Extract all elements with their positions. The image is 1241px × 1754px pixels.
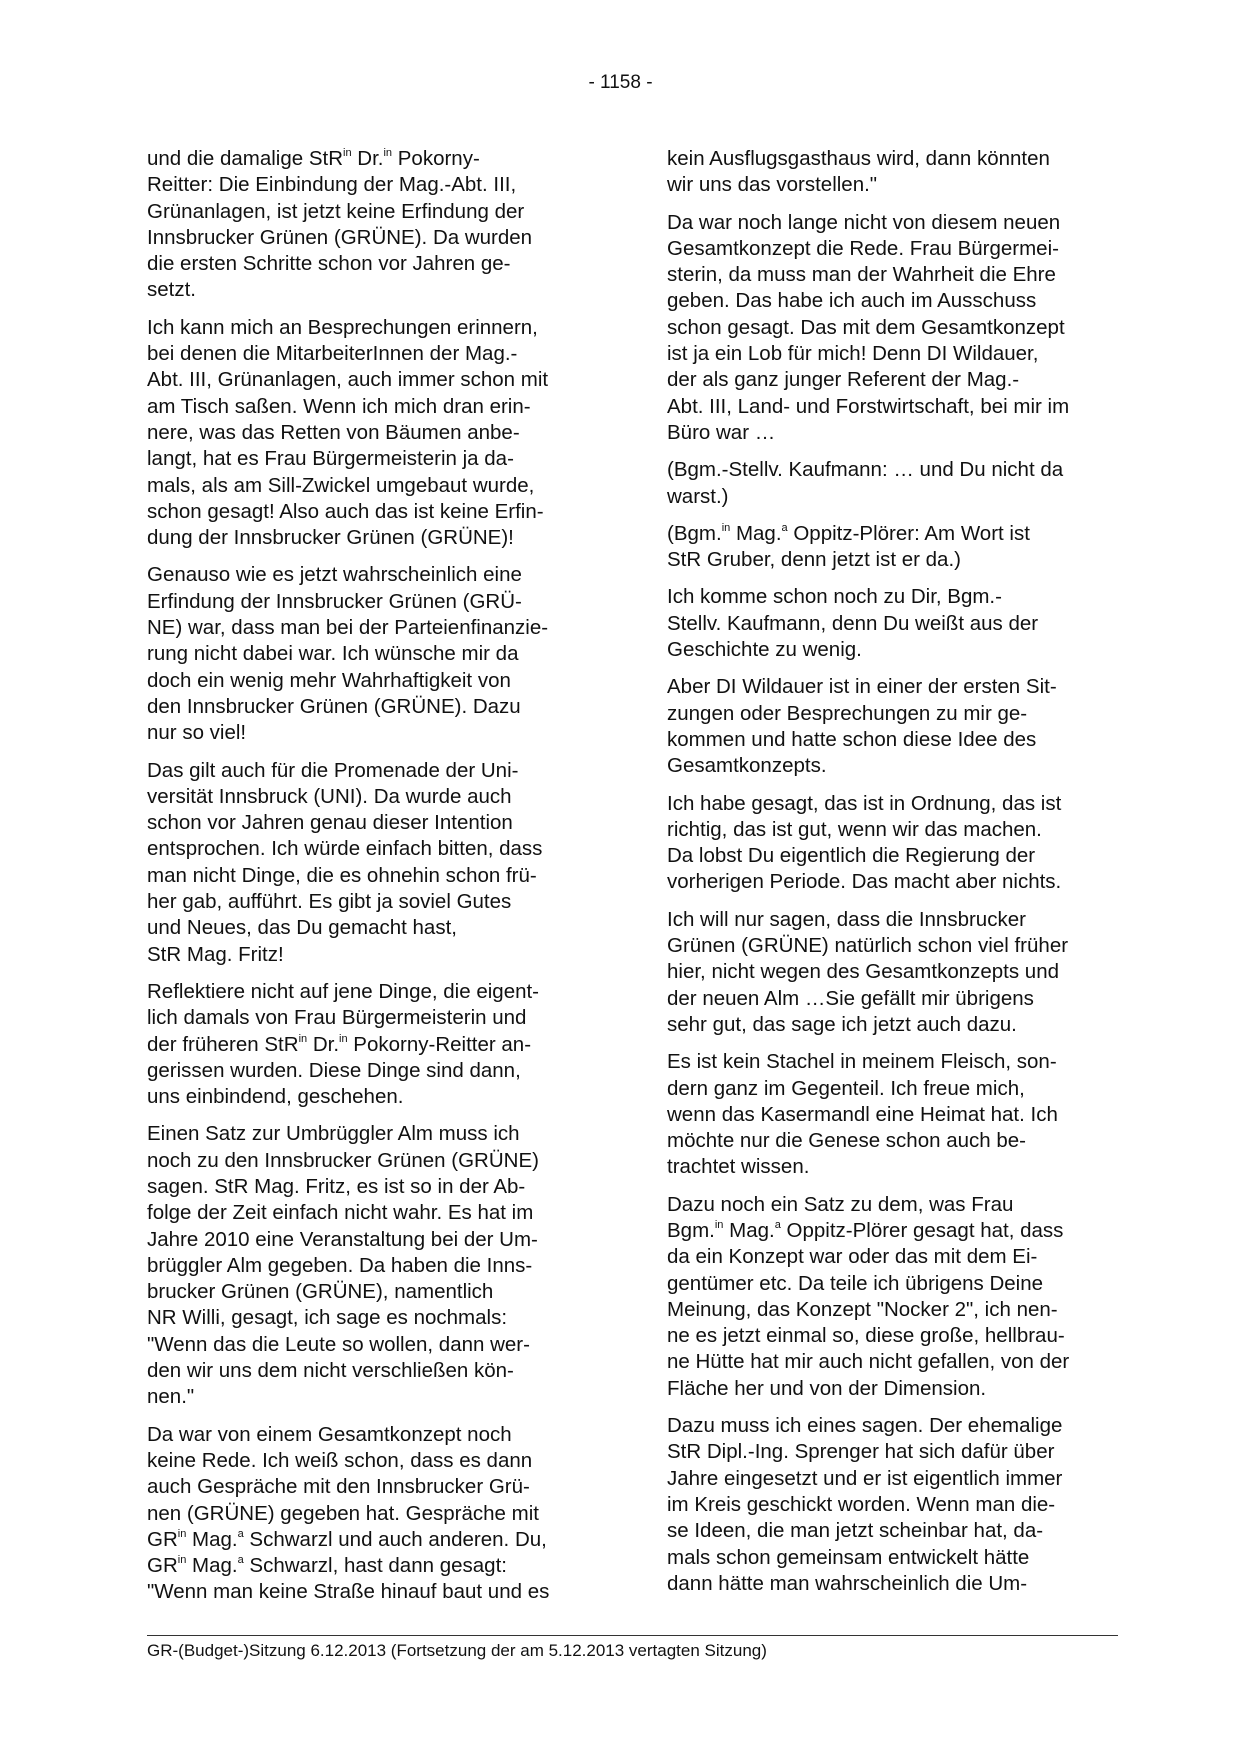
text-span: Oppitz-Plörer gesagt hat, dass da ein Konzept war oder das mit dem Ei- gentümer etc. Da teile ich übrigens Deine Meinung, das Konzept "Nocker 2", ich nen- ne es jetzt einmal so, diese große, hellbrau- ne Hütte hat mir auch nicht gefallen, von der Fläche her und von der Dimension.: [667, 1218, 1070, 1400]
text-span: Pokorny-Reitter an- gerissen wurden. Diese Dinge sind dann, uns einbindend, geschehen.: [147, 1032, 532, 1109]
superscript: in: [721, 521, 731, 534]
paragraph: Es ist kein Stachel in meinem Fleisch, son- dern ganz im Gegenteil. Ich freue mich, wenn das Kasermandl eine Heimat hat. Ich möchte nur die Genese schon auch be- trachtet wissen.: [667, 1050, 1058, 1179]
paragraph: Aber DI Wildauer ist in einer der ersten Sit- zungen oder Besprechungen zu mir ge- kommen und hatte schon diese Idee des Gesamtkonzepts.: [667, 675, 1057, 778]
text-span: Mag.: [186, 1527, 238, 1551]
paragraph: [147, 979, 605, 1110]
right-column: [667, 146, 1127, 1608]
superscript: in: [383, 147, 393, 159]
superscript: a: [774, 1218, 781, 1231]
paragraph: Ich kann mich an Besprechungen erinnern, bei denen die MitarbeiterInnen der Mag.- Abt. III, Grünanlagen, auch immer schon mit am Tisch saßen. Wenn ich mich dran erin- nere, was das Retten von Bäumen anbe- langt, hat es Frau Bürgermeisterin ja da- mals, als am Sill-Zwickel umgebaut wurde, schon gesagt! Also auch das ist keine Erfin- dung der Innsbrucker Grünen (GRÜNE)!: [147, 315, 549, 550]
text-span: Da war von einem Gesamtkonzept noch keine Rede. Ich weiß schon, dass es dann auch Gespräche mit den Innsbrucker Grü- nen (GRÜNE) gegeben hat. Gespräche mit GR: [147, 1422, 539, 1551]
superscript: a: [781, 521, 788, 534]
paragraph: Das gilt auch für die Promenade der Uni- versität Innsbruck (UNI). Da wurde auch schon vor Jahren genau dieser Intention entsprochen. Ich würde einfach bitten, dass man nicht Dinge, die es ohnehin schon frü- her gab, aufführt. Es gibt ja soviel Gutes und Neues, das Du gemacht hast, StR Mag. Fritz!: [147, 758, 543, 966]
paragraph: [147, 1422, 605, 1606]
paragraph: [667, 1192, 1127, 1402]
superscript: in: [343, 147, 352, 159]
paragraph: Ich komme schon noch zu Dir, Bgm.- Stellv. Kaufmann, denn Du weißt aus der Geschichte zu wenig.: [667, 585, 1039, 662]
page-number: - 1158 -: [588, 72, 653, 93]
text-span: Schwarzl, hast dann gesagt: "Wenn man keine Straße hinauf baut und es: [147, 1554, 550, 1604]
text-span: Dr.: [351, 147, 384, 170]
paragraph: Dazu muss ich eines sagen. Der ehemalige StR Dipl.-Ing. Sprenger hat sich dafür über Jahre eingesetzt und er ist eigentlich immer im Kreis geschickt worden. Wenn man die- se Ideen, die man jetzt scheinbar hat, da- mals schon gemeinsam entwickelt hätte dann hätte man wahrscheinlich die Um-: [667, 1414, 1063, 1595]
text-span: Mag.: [186, 1554, 238, 1578]
paragraph: Ich will nur sagen, dass die Innsbrucker Grünen (GRÜNE) natürlich schon viel früher hier, nicht wegen des Gesamtkonzepts und der neuen Alm …Sie gefällt mir übrigens sehr gut, das sage ich jetzt auch dazu.: [667, 907, 1069, 1036]
paragraph: [667, 521, 1127, 574]
text-span: Dazu noch ein Satz zu dem, was Frau Bgm.: [667, 1192, 1014, 1242]
text-span: und die damalige StR: [147, 147, 344, 170]
superscript: a: [237, 1554, 244, 1567]
paragraph: Ich habe gesagt, das ist in Ordnung, das ist richtig, das ist gut, wenn wir das machen. Da lobst Du eigentlich die Regierung der vorherigen Periode. Das macht aber nichts.: [667, 791, 1062, 894]
text-span: Schwarzl und auch anderen. Du, GR: [147, 1527, 547, 1578]
paragraph: [147, 146, 605, 304]
text-span: Dr.: [307, 1032, 340, 1056]
text-span: (Bgm.: [667, 521, 722, 545]
superscript: in: [339, 1032, 348, 1045]
superscript: in: [177, 1554, 187, 1567]
left-column: [147, 146, 605, 1617]
footer-divider: [147, 1635, 1118, 1636]
paragraph: Einen Satz zur Umbrüggler Alm muss ich noch zu den Innsbrucker Grünen (GRÜNE) sagen. StR Mag. Fritz, es ist so in der Ab- folge der Zeit einfach nicht wahr. Es hat im Jahre 2010 eine Veranstaltung bei der Um- brüggler Alm gegeben. Da haben die Inns- brucker Grünen (GRÜNE), namentlich NR Willi, gesagt, ich sage es nochmals: "Wenn das die Leute so wollen, dann wer- den wir uns dem nicht verschließen kön- nen.": [147, 1122, 539, 1409]
superscript: in: [177, 1527, 187, 1540]
paragraph: Da war noch lange nicht von diesem neuen Gesamtkonzept die Rede. Frau Bürgermei- sterin, da muss man der Wahrheit die Ehre geben. Das habe ich auch im Ausschuss schon gesagt. Das mit dem Gesamtkonzept ist ja ein Lob für mich! Denn DI Wildauer, der als ganz junger Referent der Mag.- Abt. III, Land- und Forstwirtschaft, bei mir im Büro war …: [667, 210, 1070, 444]
superscript: in: [298, 1032, 308, 1045]
text-span: Mag.: [723, 1218, 775, 1242]
text-span: Mag.: [730, 521, 782, 545]
paragraph: kein Ausflugsgasthaus wird, dann könnten wir uns das vorstellen.": [667, 147, 1050, 197]
footer-text: GR-(Budget-)Sitzung 6.12.2013 (Fortsetzung der am 5.12.2013 vertagten Sitzung): [147, 1641, 767, 1660]
text-span: Reflektiere nicht auf jene Dinge, die eigent- lich damals von Frau Bürgermeisterin und der früheren StR: [147, 979, 540, 1056]
text-span: Oppitz-Plörer: Am Wort ist StR Gruber, denn jetzt ist er da.): [667, 521, 1030, 572]
superscript: in: [714, 1218, 724, 1231]
paragraph: Genauso wie es jetzt wahrscheinlich eine Erfindung der Innsbrucker Grünen (GRÜ- NE) war, dass man bei der Parteienfinanzie- rung nicht dabei war. Ich wünsche mir da doch ein wenig mehr Wahrhaftigkeit von den Innsbrucker Grünen (GRÜNE). Dazu nur so viel!: [147, 563, 549, 745]
text-span: Pokorny- Reitter: Die Einbindung der Mag.-Abt. III, Grünanlagen, ist jetzt keine Erfindung der Innsbrucker Grünen (GRÜNE). Da wurden die ersten Schritte schon vor Jahren ge- setzt.: [147, 147, 533, 302]
superscript: a: [237, 1527, 244, 1540]
paragraph: (Bgm.-Stellv. Kaufmann: … und Du nicht da warst.): [667, 458, 1064, 508]
